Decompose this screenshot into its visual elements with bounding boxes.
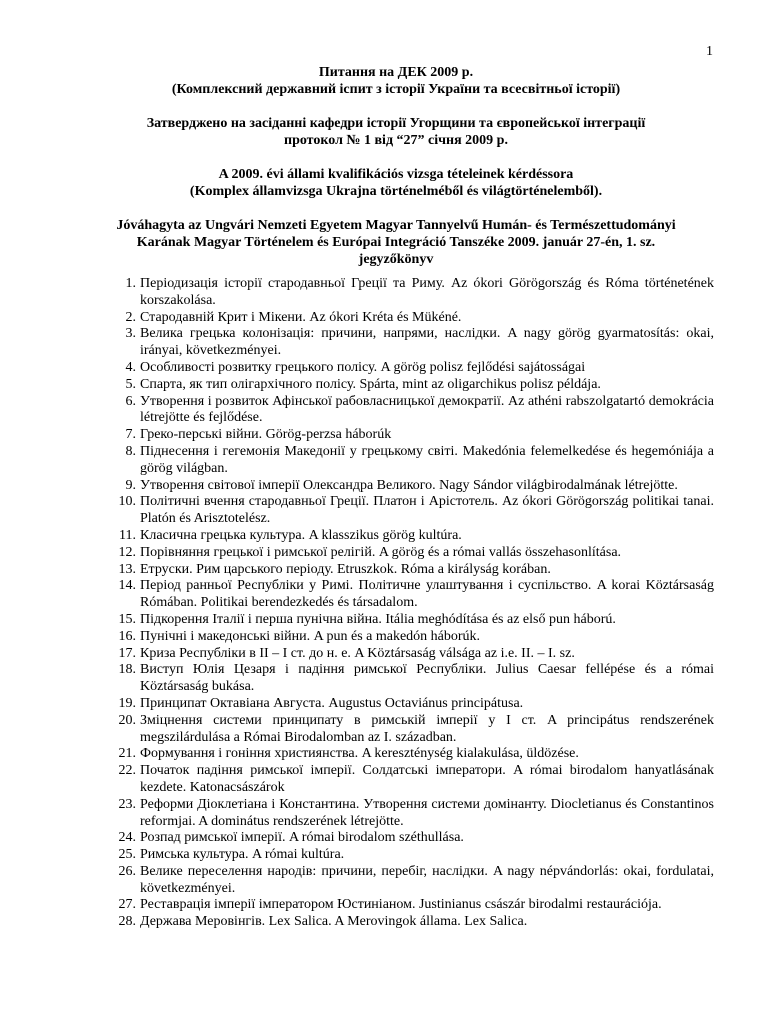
list-item [118, 645, 714, 663]
question-text: Розпад римської імперії. A római birodalom széthullása. [140, 830, 464, 846]
list-item [118, 544, 714, 562]
question-number: 23. [118, 796, 136, 812]
list-item [125, 393, 714, 428]
question-number: 24. [118, 830, 136, 846]
question-number: 3. [125, 326, 136, 342]
question-text: Криза Республіки в II – I ст. до н. е. A Köztársaság válsága az i.e. II. – I. sz. [140, 645, 575, 661]
question-number: 5. [125, 376, 136, 392]
list-item [125, 477, 714, 495]
list-item [118, 561, 714, 579]
list-item [125, 427, 714, 444]
question-text: Класична грецька культура. A klasszikus görög kultúra. [140, 527, 462, 543]
list-item [118, 796, 714, 831]
question-number: 19. [118, 695, 136, 711]
question-text: Порівняння грецької і римської релігій. A görög és a római vallás összehasonlítása. [140, 544, 622, 560]
list-item [118, 611, 714, 629]
question-number: 1. [125, 276, 136, 291]
exam-subtitle: (Комплексний державний іспит з історії України та всесвітньої історії) [171, 82, 621, 97]
question-number: 21. [118, 746, 136, 762]
list-item [125, 326, 714, 360]
question-text: Зміцнення системи принципату в римській імперії у I ст. A principátus rendszerének megszilárdulása a Római Birodalomban az I. században. [140, 712, 714, 745]
question-text: Греко-перські війни. Görög-perzsa háborúk [140, 427, 392, 443]
question-number: 17. [118, 645, 136, 661]
page-number: 1 [706, 44, 713, 59]
question-number: 16. [118, 628, 136, 644]
question-text: Реставрація імперії імператором Юстиніаном. Justinianus császár birodalmi restaurációja. [140, 897, 662, 913]
question-text: Велике переселення народів: причини, перебіг, наслідки. A nagy népvándorlás: okai, fordulatai, következményei. [140, 863, 714, 896]
list-item [118, 897, 714, 914]
list-item [118, 494, 714, 528]
question-number: 14. [118, 578, 136, 594]
question-text: Римська культура. A római kultúra. [140, 847, 345, 863]
list-item [118, 830, 714, 847]
question-number: 2. [125, 309, 136, 325]
list-item [118, 628, 714, 646]
question-text: Формування і гоніння християнства. A kereszténység kialakulása, üldözése. [140, 746, 579, 762]
question-number: 28. [118, 914, 136, 930]
question-text: Періодизація історії стародавньої Греції та Риму. Az ókori Görögország és Róma történetének korszakolása. [140, 276, 714, 308]
question-text: Особливості розвитку грецького полісу. A görög polisz fejlődési sajátosságai [140, 359, 586, 375]
list-item [118, 695, 714, 713]
question-text: Початок падіння римської імперії. Солдатські імператори. A római birodalom hanyatlásának kezdete. Katonacsászárok [140, 763, 714, 795]
protocol-line: протокол № 1 від “27” січня 2009 р. [284, 133, 508, 148]
question-number: 11. [119, 527, 136, 543]
list-item [125, 276, 714, 310]
question-text: Спарта, як тип олігархічного полісу. Spárta, mint az oligarchikus polisz példája. [140, 376, 601, 392]
list-item [125, 443, 714, 478]
list-item [118, 578, 714, 612]
question-number: 6. [125, 393, 136, 409]
question-text: Піднесення і гегемонія Македонії у грецькому світі. Makedónia felemelkedése és hegemóniája a görög világban. [140, 443, 714, 476]
hungarian-title: A 2009. évi állami kvalifikációs vizsga tételeinek kérdéssora [218, 167, 574, 182]
question-number: 20. [118, 712, 136, 728]
question-number: 9. [125, 477, 136, 493]
hungarian-approval-line-2: Karának Magyar Történelem és Európai Integráció Tanszéke 2009. január 27-én, 1. sz. [136, 235, 656, 250]
question-number: 22. [118, 763, 136, 779]
question-text: Утворення світової імперії Олександра Великого. Nagy Sándor világbirodalmának létrejötte. [140, 477, 678, 493]
list-item [118, 712, 714, 747]
question-text: Стародавній Крит і Мікени. Az ókori Kréta és Mükéné. [140, 309, 462, 325]
hungarian-subtitle: (Komplex államvizsga Ukrajna történelméből és világtörténelemből). [189, 184, 603, 199]
exam-title: Питання на ДЕК 2009 р. [318, 65, 474, 80]
question-number: 18. [118, 662, 136, 678]
question-number: 27. [118, 897, 136, 913]
question-number: 25. [118, 847, 136, 863]
question-number: 8. [125, 443, 136, 459]
question-text: Етруски. Рим царського періоду. Etruszkok. Róma a királyság korában. [140, 561, 551, 577]
question-text: Утворення і розвиток Афінської рабовласницької демократії. Az athéni rabszolgatartó demokrácia létrejötte és fejlődése. [140, 393, 714, 426]
question-text: Держава Меровінгів. Lex Salica. A Merovingok állama. Lex Salica. [140, 914, 528, 930]
question-text: Виступ Юлія Цезаря і падіння римської Республіки. Julius Caesar fellépése és a római Köztársaság bukása. [140, 662, 714, 695]
list-item [125, 309, 714, 327]
question-text: Політичні вчення стародавньої Греції. Платон і Арістотель. Az ókori Görögország politikai tanai. Platón és Arisztotelész. [140, 494, 714, 527]
question-text: Реформи Діоклетіана і Константина. Утворення системи домінанту. Diocletianus és Constantinos reformjai. A dominátus rendszerének létrejötte. [140, 796, 714, 829]
question-text: Велика грецька колонізація: причини, напрями, наслідки. A nagy görög gyarmatosítás: okai, irányai, következményei. [140, 326, 714, 359]
list-item [118, 914, 714, 931]
list-item [118, 847, 714, 864]
list-item [118, 863, 714, 898]
question-number: 15. [118, 611, 136, 627]
list-item [125, 376, 714, 394]
question-text: Пунічні і македонські війни. A pun és a makedón háborúk. [140, 628, 481, 644]
question-number: 26. [118, 863, 136, 879]
question-number: 10. [118, 494, 136, 510]
question-number: 7. [125, 427, 136, 443]
question-number: 12. [118, 544, 136, 560]
hungarian-approval-line-3: jegyzőkönyv [358, 252, 434, 267]
question-text: Підкорення Італії і перша пунічна війна. Itália meghódítása és az első pun háború. [140, 611, 616, 627]
list-item [118, 763, 714, 797]
approval-line: Затверджено на засіданні кафедри історії Угорщини та європейської інтеграції [146, 116, 646, 131]
list-item [119, 527, 714, 545]
question-number: 4. [125, 359, 136, 375]
hungarian-approval-line-1: Jóváhagyta az Ungvári Nemzeti Egyetem Magyar Tannyelvű Humán- és Természettudományi [116, 218, 676, 233]
question-list [118, 276, 714, 931]
list-item [125, 359, 714, 377]
question-number: 13. [118, 561, 136, 577]
document-header [70, 64, 722, 268]
list-item [118, 662, 714, 696]
list-item [118, 746, 714, 763]
question-text: Принципат Октавіана Августа. Augustus Octaviánus principátusa. [140, 695, 524, 711]
question-text: Період ранньої Республіки у Римі. Політичне улаштування і суспільство. A korai Köztársaság Rómában. Politikai berendezkedés és társadalom. [140, 578, 714, 611]
